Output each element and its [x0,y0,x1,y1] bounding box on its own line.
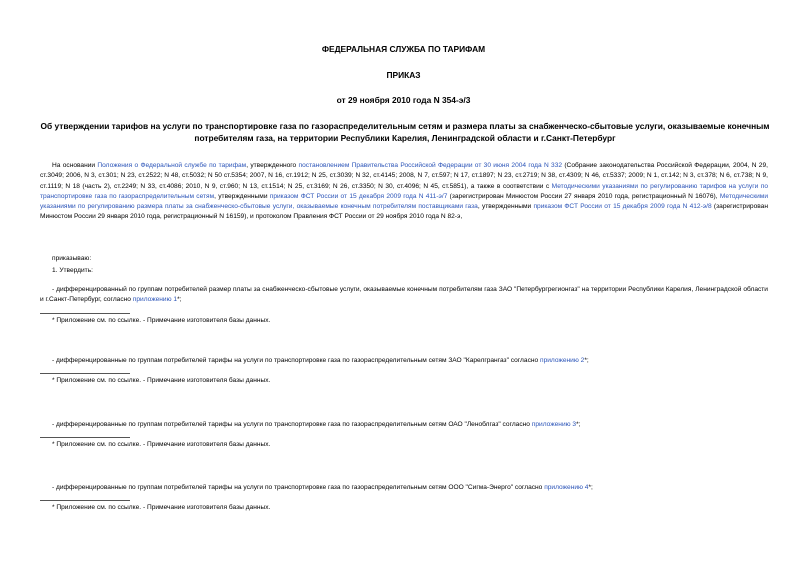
clause-3-mark: *; [576,421,581,428]
clause-1-mark: *; [177,296,182,304]
preamble-text-6: , утвержденными [477,203,534,211]
link-appendix-1[interactable]: приложению 1 [132,296,178,304]
clause-3 [52,420,581,430]
clause-4 [52,483,593,493]
link-fst-regulation[interactable]: Положения о Федеральной службе по тарифам [97,162,247,169]
doc-type-heading: ПРИКАЗ [386,70,421,80]
clause-1 [40,285,768,306]
footnote-rule-1 [40,313,130,314]
preamble-paragraph [40,161,768,223]
footnote-rule-4 [40,500,130,501]
preamble-text-5: (зарегистрирован Минюстом России 27 января 2010 года, регистрационный N 16076), [447,192,720,200]
orders-line: приказываю: [52,255,92,262]
footnote-2: * Приложение см. по ссылке. - Примечание изготовителя базы данных. [52,377,271,384]
footnote-rule-3 [40,437,130,438]
link-appendix-2[interactable]: приложению 2 [540,357,585,364]
clause-4-text: - дифференцированные по группам потребителей тарифы на услуги по транспортировке газа по газораспределительным сетям ООО "Сигма-Энерго" согласно [52,484,545,491]
footnote-1: * Приложение см. по ссылке. - Примечание изготовителя базы данных. [52,317,271,324]
footnote-4: * Приложение см. по ссылке. - Примечание изготовителя базы данных. [52,504,271,511]
link-order-412[interactable]: приказом ФСТ России от 15 декабря 2009 года N 412-э/8 [533,203,712,211]
clause-4-mark: *; [588,484,593,491]
item-1-line: 1. Утвердить: [52,267,93,274]
preamble-text-3: (Собрание законодательства Российской Федерации, 2004, N 29, ст.3049; 2006, N 3, ст.301; N 23, ст.2522; N 48, ст.5032; N 50 ст.5354; 2007, N 16, ст.1912; N 25, ст.3039; N 32, ст.4145; 2008, N 7, ст.597; N 17, ст.1897; N 23, ст.2719; N 38, ст.4309; N 46, ст.5337; 2009; N 1, ст.142; N 3, ст.378; N 6, ст.738; N 9, ст.1119; N 18 (часть 2), ст.2249; N 33, ст.4086; 2010, N 9, ст.960; N 13, ст.1514; N 25, ст.3169; N 26, ст.3350; N 30, ст.4096; N 45, ст.5851), а также в соответствии с [40,162,768,190]
footnote-rule-2 [40,373,130,374]
agency-heading: ФЕДЕРАЛЬНАЯ СЛУЖБА ПО ТАРИФАМ [321,44,486,54]
preamble-text-4: , утвержденными [214,192,270,200]
link-methodical-guidelines-supply[interactable]: Методическими указаниями по регулированию размера платы за снабженческо-сбытовые услуги, оказываемые конечным потребителям поставщиками газа [40,192,769,211]
footnote-3: * Приложение см. по ссылке. - Примечание изготовителя базы данных. [52,441,271,448]
link-appendix-3[interactable]: приложению 3 [531,421,577,428]
preamble-text-7: (зарегистрирован Минюстом России 29 января 2010 года, регистрационный N 16159), и протоколом Правления ФСТ России от 29 ноября 2010 года N 82-э, [40,203,768,221]
document-title: Об утверждении тарифов на услуги по транспортировке газа по газораспределительным сетям и размера платы за снабженческо-сбытовые услуги, оказываемые конечным потребителям газа, на территории Республики Карелия, Ленинградской области и г.Санкт-Петербург [40,121,770,143]
clause-1-text: - дифференцированный по группам потребителей размер платы за снабженческо-сбытовые услуги, оказываемые конечным потребителям газа ЗАО "Петербургрегионгаз" на территории Республики Карелия, Ленинградской области и г.Санкт-Петербург, согласно [40,286,768,304]
link-methodical-guidelines-transport[interactable]: Методическими указаниями по регулированию тарифов на услуги по транспортировке газа по газораспределительным сетям [40,182,768,200]
link-appendix-4[interactable]: приложению 4 [544,484,589,491]
clause-3-text: - дифференцированные по группам потребителей тарифы на услуги по транспортировке газа по газораспределительным сетям ОАО "Леноблгаз" согласно [52,421,532,428]
link-government-decree[interactable]: постановлением Правительства Российской Федерации от 30 июня 2004 года N 332 [298,162,563,169]
clause-2-text: - дифференцированные по группам потребителей тарифы на услуги по транспортировке газа по газораспределительным сетям ЗАО "Карелгрангаз" согласно [52,357,541,364]
clause-2 [52,356,589,366]
clause-2-mark: *; [584,357,589,364]
link-order-411[interactable]: приказом ФСТ России от 15 декабря 2009 года N 411-э/7 [269,192,448,200]
date-number-heading: от 29 ноября 2010 года N 354-э/3 [336,95,471,105]
preamble-text-1: На основании [52,162,98,169]
preamble-text-2: , утвержденного [246,162,299,169]
